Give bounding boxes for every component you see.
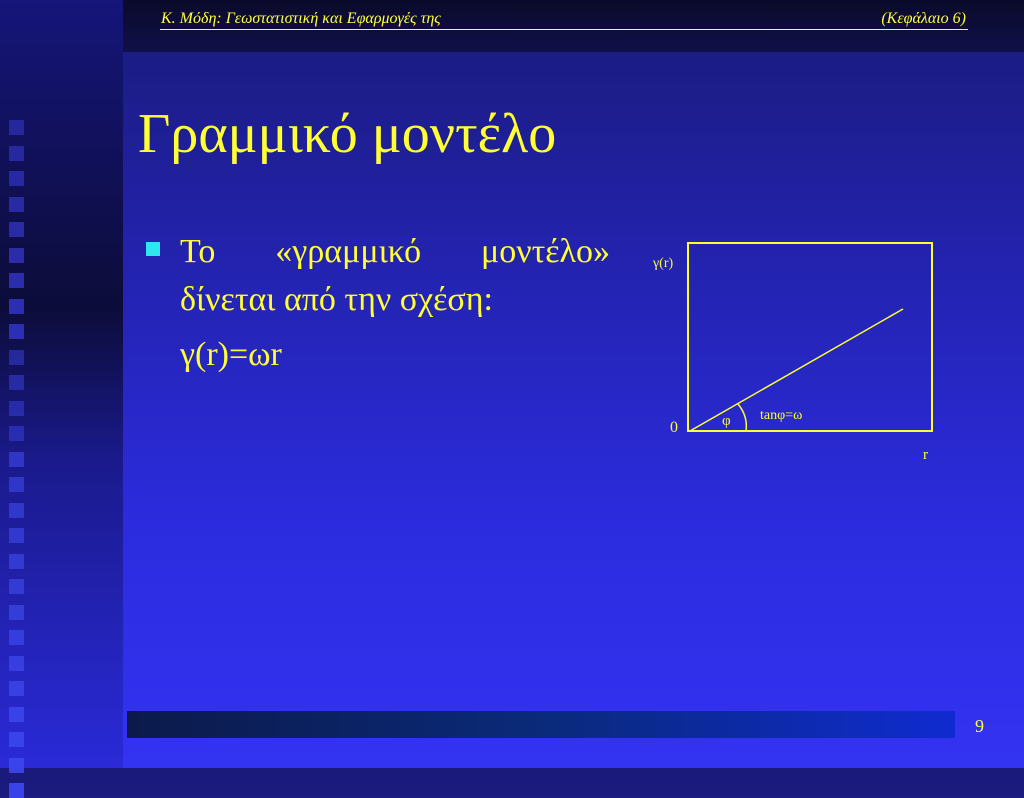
bullet-line-2: δίνεται από την σχέση: bbox=[180, 281, 493, 318]
bullet-line-1: Το «γραμμικό μοντέλο» bbox=[180, 233, 610, 270]
decorative-square bbox=[9, 426, 24, 441]
decorative-square bbox=[9, 503, 24, 518]
angle-label: φ bbox=[722, 413, 731, 429]
decorative-square bbox=[9, 197, 24, 212]
linear-model-diagram bbox=[640, 230, 950, 470]
page-number: 9 bbox=[975, 716, 984, 736]
angle-arc bbox=[738, 404, 746, 431]
header-chapter: (Κεφάλαιο 6) bbox=[881, 10, 966, 27]
decorative-square bbox=[9, 656, 24, 671]
formula: γ(r)=ωr bbox=[180, 336, 282, 373]
decorative-square bbox=[9, 554, 24, 569]
decorative-square bbox=[9, 375, 24, 390]
decorative-square bbox=[9, 783, 24, 798]
decorative-square bbox=[9, 324, 24, 339]
footer-bar bbox=[127, 711, 955, 738]
decorative-square bbox=[9, 222, 24, 237]
decorative-square bbox=[9, 528, 24, 543]
decorative-square bbox=[9, 273, 24, 288]
diagram-frame bbox=[688, 243, 932, 431]
decorative-square bbox=[9, 605, 24, 620]
decorative-square bbox=[9, 120, 24, 135]
decorative-square bbox=[9, 681, 24, 696]
decorative-square bbox=[9, 732, 24, 747]
origin-label: 0 bbox=[670, 419, 678, 436]
decorative-square bbox=[9, 452, 24, 467]
decorative-square bbox=[9, 477, 24, 492]
decorative-square bbox=[9, 758, 24, 773]
decorative-square bbox=[9, 350, 24, 365]
slide-title: Γραμμικό μοντέλο bbox=[138, 103, 557, 165]
decorative-square bbox=[9, 579, 24, 594]
decorative-square bbox=[9, 248, 24, 263]
decorative-square bbox=[9, 146, 24, 161]
decorative-square bbox=[9, 171, 24, 186]
decorative-square bbox=[9, 401, 24, 416]
header-underline bbox=[160, 29, 968, 30]
bullet-square-icon bbox=[146, 242, 160, 256]
slope-label: tanφ=ω bbox=[760, 408, 803, 423]
header-author-title: Κ. Μόδη: Γεωστατιστική και Εφαρμογές της bbox=[161, 10, 441, 27]
x-axis-label: r bbox=[923, 447, 928, 463]
decorative-square bbox=[9, 707, 24, 722]
decorative-square bbox=[9, 299, 24, 314]
decorative-square bbox=[9, 630, 24, 645]
y-axis-label: γ(r) bbox=[653, 256, 674, 271]
